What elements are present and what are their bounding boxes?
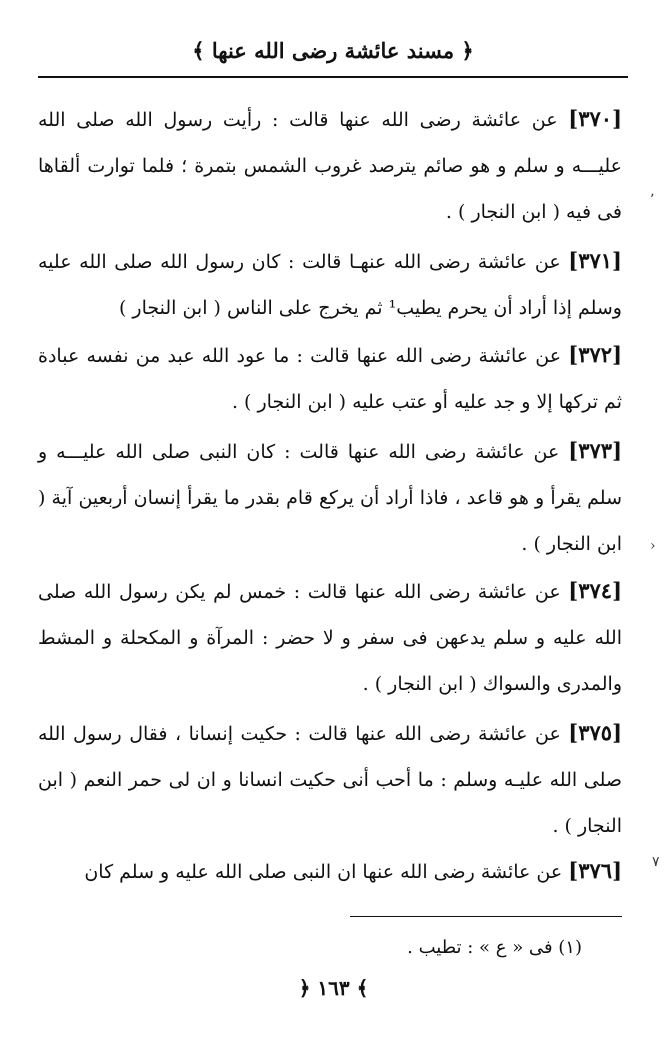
hadith-373 [38,428,622,567]
hadith-372 [38,332,622,425]
hadith-number: [٣٧٦] [568,858,622,883]
hadith-371 [38,238,622,331]
hadith-376 [38,848,622,895]
hadith-370 [38,96,622,235]
hadith-text: عن عائشة رضى الله عنها قالت : رأيت رسول الله صلى الله عليـــه و سلم و هو صائم يترصد غروب الشمس بتمرة ؛ فلما توارت ألقاها فى فيه ( ابن النجار ) . [38,109,622,223]
margin-mark: ٧ [652,854,660,870]
page-number: ﴿ ١٦٣ ﴾ [298,976,369,1000]
hadith-text: عن عائشة رضى الله عنها ان النبى صلى الله عليه و سلم كان [84,861,563,883]
hadith-text: عن عائشة رضى الله عنهـا قالت : كان رسول الله صلى الله عليه وسلم إذا أراد أن يحرم يطيب¹ ثم يخرج على الناس ( ابن النجار ) [38,251,622,319]
hadith-375 [38,710,622,849]
hadith-number: [٣٧٥] [568,720,622,745]
hadith-text: عن عائشة رضى الله عنها قالت : كان النبى صلى الله عليـــه و سلم يقرأ و هو قاعد ، فاذا أراد أن يركع قام بقدر ما يقرأ إنسان أربعين آية ( ابن النجار ) . [38,441,622,555]
footnote: (١) فى « ع » : تطيب . [407,937,582,958]
margin-mark: ٬ [650,192,655,208]
hadith-374 [38,568,622,707]
hadith-number: [٣٧٤] [568,578,622,603]
running-header: ﴿ مسند عائشة رضى الله عنها ﴾ [192,38,474,63]
hadith-text: عن عائشة رضى الله عنها قالت : ما عود الله عبد من نفسه عبادة ثم تركها إلا و جد عليه أو عتب عليه ( ابن النجار ) . [38,345,622,413]
hadith-number: [٣٧٣] [568,438,622,463]
hadith-text: عن عائشة رضى الله عنها قالت : خمس لم يكن رسول الله صلى الله عليه و سلم يدعهن فى سفر و لا حضر : المرآة و المكحلة و المشط والمدرى والسواك ( ابن النجار ) . [38,581,622,695]
margin-mark: › [650,538,656,554]
hadith-number: [٣٧٢] [568,342,622,367]
hadith-number: [٣٧١] [568,248,622,273]
hadith-text: عن عائشة رضى الله عنها قالت : حكيت إنسانا ، فقال رسول الله صلى الله عليـه وسلم : ما أحب أنى حكيت انسانا و ان لى حمر النعم ( ابن النجار ) . [38,723,622,837]
hadith-number: [٣٧٠] [568,106,622,131]
header-rule [38,76,628,78]
footnote-rule [350,916,622,917]
